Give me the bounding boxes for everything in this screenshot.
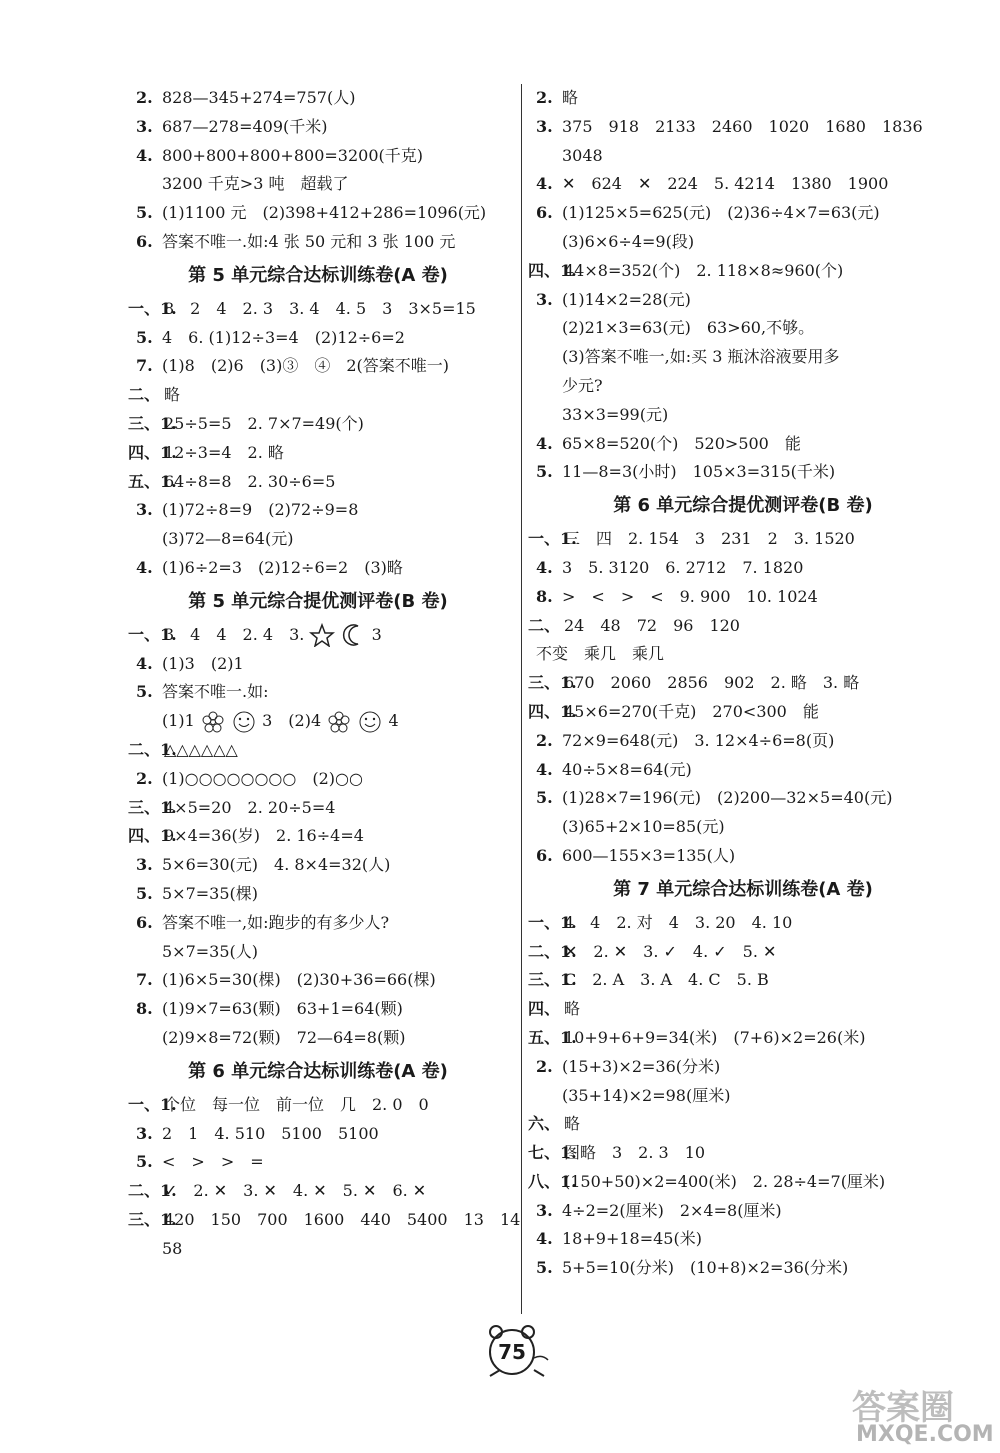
answer-text: 18+9+18=45(米) [562,1229,702,1249]
answer-line [528,1225,958,1254]
answer-line [128,468,508,497]
answer-number: 2. [536,1056,553,1076]
section-heading: 第 7 单元综合达标训练卷(A 卷) [613,878,873,900]
answer-text-mid: 3 (2)4 [262,711,322,731]
answer-line [128,170,508,199]
answer-text: 3 5. 3120 6. 2712 7. 1820 [562,557,804,577]
answer-line [128,1091,508,1120]
answer-number: 5. [136,1152,153,1172]
answer-text: 600—155×3=135(人) [562,845,736,865]
answer-number: 2. [136,768,153,788]
answer-line [528,583,958,612]
answer-line [528,756,958,785]
answer-text: △△△△△△ [164,739,238,759]
moon-icon [341,623,367,647]
answer-text-tail: 3 [371,624,382,644]
page-number: 75 [498,1340,526,1364]
answer-number: 3. [136,855,153,875]
answer-line [128,439,508,468]
answer-line [528,612,958,641]
answer-text: ✓ 2. ✕ 3. ✕ 4. ✕ 5. ✕ 6. ✕ [164,1181,427,1201]
answer-number: 3. [536,1200,553,1220]
answer-text: 420 150 700 1600 440 5400 13 14 [164,1209,521,1229]
answer-line [128,765,508,794]
watermark-cn: 答案圈 [852,1388,954,1428]
answer-line [128,496,508,525]
answer-number: 4. [536,557,553,577]
answer-line [528,228,958,257]
answer-number: 5. [536,1258,553,1278]
answer-text: 5×6=30(元) 4. 8×4=32(人) [162,855,391,875]
answer-text: 25÷5=5 2. 7×7=49(个) [164,413,364,433]
answer-text: 4×5=20 2. 20÷5=4 [164,797,336,817]
answer-text: (1)72÷8=9 (2)72÷9=8 [162,500,359,520]
answer-text: > < > < 9. 900 10. 1024 [562,586,818,606]
answer-text: 65×8=520(个) 520>500 能 [562,433,801,453]
watermark-logo [842,1378,992,1448]
answer-line [128,410,508,439]
section-heading: 第 5 单元综合达标训练卷(A 卷) [188,264,448,286]
answer-text: 略 [564,1114,581,1134]
answer-line [128,995,508,1024]
answer-line [528,1197,958,1226]
answer-number: 4. [536,759,553,779]
answer-number: 4. [536,433,553,453]
answer-text: (3)答案不唯一,如:买 3 瓶沐浴液要用多 [562,347,840,367]
answer-number: 6. [536,203,553,223]
answer-number: 2. [136,88,153,107]
answer-text: 9×4=36(岁) 2. 16÷4=4 [164,826,364,846]
answer-text: C 2. A 3. A 4. C 5. B [564,970,769,990]
answer-number: 三、1. [128,1209,177,1229]
answer-text: 375 918 2133 2460 1020 1680 1836 [562,116,923,136]
section-heading: 第 6 单元综合提优测评卷(B 卷) [613,495,873,517]
answer-number: 3. [136,116,153,136]
answer-number: 5. [536,462,553,482]
answer-text-tail: 4 [388,711,399,731]
answer-number: 6. [536,845,553,865]
answer-number: 二、1. [128,1181,177,1201]
answer-number: 三、1. [528,970,577,990]
answer-line [128,966,508,995]
answer-text: 个位 每一位 前一位 几 2. 0 0 [164,1094,429,1114]
answer-text: 5+5=10(分米) (10+8)×2=36(分米) [562,1258,849,1278]
answer-number: 5. [536,788,553,808]
answer-number: 8. [136,999,153,1019]
answer-number: 4. [136,145,153,165]
answer-text: (35+14)×2=98(厘米) [562,1085,731,1105]
answer-text: 12÷3=4 2. 略 [164,442,284,462]
answer-text: (3)72—8=64(元) [162,529,294,549]
answer-text: 828—345+274=757(人) [162,88,356,107]
answer-line [528,372,958,401]
answer-number: 五、1. [128,471,177,491]
answer-number: 六、 [528,1114,561,1134]
answer-text: (1)6÷2=3 (2)12÷6=2 (3)略 [162,557,403,577]
answer-text: 33×3=99(元) [562,404,669,424]
column-divider [521,84,522,1314]
answer-line [528,938,958,967]
answer-number: 5. [136,327,153,347]
smiley-icon [231,710,257,734]
answer-text: 略 [164,385,181,405]
answer-line [128,1235,508,1264]
answer-line [128,142,508,171]
answer-text: (1)1 [162,711,195,731]
answer-line [528,113,958,142]
answer-number: 8. [536,586,553,606]
answer-line [128,1206,521,1235]
section-heading: 第 6 单元综合达标训练卷(A 卷) [188,1060,448,1082]
answer-text: 3048 [562,145,603,165]
answer-text: (1)9×7=63(颗) 63+1=64(颗) [162,999,403,1019]
answer-number: 四、1. [528,260,577,280]
answer-line [128,909,508,938]
answer-text: 答案不唯一.如:4 张 50 元和 3 张 100 元 [162,231,456,251]
answer-text: 670 2060 2856 902 2. 略 3. 略 [564,673,860,693]
answer-number: 一、1. [128,1094,177,1114]
answer-line [528,784,958,813]
page-number-badge [482,1318,552,1388]
answer-number: 七、1. [528,1143,577,1163]
answer-number: 二、 [128,385,161,405]
answer-text: 不变 乘几 乘几 [536,644,665,664]
answer-line [528,1139,958,1168]
answer-number: 2. [536,730,553,750]
smiley-icon [357,710,383,734]
answer-line [528,458,958,487]
answer-text: 三 四 2. 154 3 231 2 3. 1520 [564,529,855,549]
answer-line [128,199,508,228]
answer-text: 3 4 4 2. 4 3. [164,624,305,644]
answer-line [128,938,508,967]
answer-text: 8 2 4 2. 3 3. 4 4. 5 3 3×5=15 [164,298,476,318]
answer-line [528,640,958,669]
answer-number: 4. [136,557,153,577]
answer-line [528,314,958,343]
answer-text: 答案不唯一.如: [162,682,269,702]
answer-line [128,880,508,909]
answer-line [128,352,508,381]
answer-number: 三、1. [528,673,577,693]
answer-line [528,170,958,199]
section-heading: 第 5 单元综合提优测评卷(B 卷) [188,590,448,612]
answer-line [528,525,958,554]
answer-number: 2. [536,88,553,107]
watermark-url: MXQE.COM [856,1422,994,1447]
answer-line [128,228,508,257]
answer-text: (1)1100 元 (2)398+412+286=1096(元) [162,203,487,223]
answer-text: (3)65+2×10=85(元) [562,817,725,837]
answer-text: 答案不唯一,如:跑步的有多少人? [162,912,390,932]
answer-text: 687—278=409(千米) [162,116,328,136]
answer-line [528,199,958,228]
answer-text: 5×7=35(人) [162,941,259,961]
answer-number: 四、 [528,999,561,1019]
flower-icon [326,710,352,734]
answer-text: 58 [162,1238,183,1258]
answer-line [128,554,508,583]
answer-line [528,669,958,698]
answer-text: 5×7=35(棵) [162,883,259,903]
answer-line [528,1082,958,1111]
right-column [528,84,958,1283]
answer-number: 一、1. [128,624,177,644]
answer-text: 少元? [562,375,603,395]
answer-number: 一、1. [528,529,577,549]
answer-text: (1)125×5=625(元) (2)36÷4×7=63(元) [562,203,880,223]
answer-number: 三、1. [128,413,177,433]
star-icon [309,623,335,647]
answer-line [528,813,958,842]
answer-text: 800+800+800+800=3200(千克) [162,145,423,165]
answer-line [128,822,508,851]
answer-text: (150+50)×2=400(米) 2. 28÷4=7(厘米) [564,1171,886,1191]
answer-number: 6. [136,912,153,932]
answer-text: < > > = [162,1152,264,1172]
answer-line [528,698,958,727]
answer-line [128,851,508,880]
answer-text: 4 4 2. 对 4 3. 20 4. 10 [564,912,793,932]
answer-text: (1)3 (2)1 [162,653,244,673]
answer-line [128,295,508,324]
answer-line [128,1120,508,1149]
answer-line [128,678,508,707]
answer-number: 4. [536,1229,553,1249]
answer-line [128,650,508,679]
answer-text: 略 [564,999,581,1019]
answer-line [528,286,958,315]
answer-text: ✕ 2. ✕ 3. ✓ 4. ✓ 5. ✕ [564,941,777,961]
answer-line [528,343,958,372]
answer-number: 一、1. [128,298,177,318]
answer-text: 40÷5×8=64(元) [562,759,692,779]
answer-line [528,842,958,871]
answer-text: (15+3)×2=36(分米) [562,1056,721,1076]
answer-number: 四、1. [528,701,577,721]
answer-number: 4. [536,174,553,194]
answer-number: 7. [136,356,153,376]
answer-number: 三、1. [128,797,177,817]
answer-text: 3200 千克>3 吨 超载了 [162,174,349,194]
answer-line [528,1053,958,1082]
answer-number: 6. [136,231,153,251]
answer-number: 一、1. [528,912,577,932]
answer-number: 3. [536,289,553,309]
answer-text: ✕ 624 ✕ 224 5. 4214 1380 1900 [562,174,889,194]
answer-line [128,1024,508,1053]
answer-line [128,381,508,410]
answer-number: 四、1. [128,442,177,462]
answer-line [128,84,508,113]
answer-line [128,324,508,353]
answer-text: 44×8=352(个) 2. 118×8≈960(个) [564,260,844,280]
answer-line [128,794,508,823]
answer-number: 7. [136,970,153,990]
answer-text: 10+9+6+9=34(米) (7+6)×2=26(米) [564,1027,866,1047]
answer-line [528,1110,958,1139]
answer-line [128,1148,508,1177]
answer-text: 4 6. (1)12÷3=4 (2)12÷6=2 [162,327,405,347]
answer-number: 5. [136,203,153,223]
answer-number: 四、1. [128,826,177,846]
answer-line [528,257,958,286]
answer-text: (3)6×6÷4=9(段) [562,231,695,251]
answer-text: 图略 3 2. 3 10 [564,1143,706,1163]
answer-line [528,966,958,995]
answer-number: 3. [536,116,553,136]
answer-text: (2)21×3=63(元) 63>60,不够。 [562,318,815,338]
answer-number: 二、1. [128,739,177,759]
answer-text: 64÷8=8 2. 30÷6=5 [164,471,336,491]
answer-number: 3. [136,500,153,520]
answer-line [128,707,508,736]
answer-text: (1)14×2=28(元) [562,289,691,309]
answer-text: 72×9=648(元) 3. 12×4÷6=8(页) [562,730,835,750]
answer-number: 二、 [528,615,561,635]
flower-icon [200,710,226,734]
answer-number: 4. [136,653,153,673]
answer-line [528,909,958,938]
answer-line [528,142,958,171]
answer-line [528,1254,958,1283]
answer-line [128,113,508,142]
answer-line [528,84,958,113]
answer-text: 11—8=3(小时) 105×3=315(千米) [562,462,836,482]
answer-text: 4÷2=2(厘米) 2×4=8(厘米) [562,1200,782,1220]
answer-line [528,430,958,459]
answer-number: 二、1. [528,941,577,961]
answer-number: 五、1. [528,1027,577,1047]
answer-line [528,401,958,430]
answer-number: 5. [136,883,153,903]
answer-text: 略 [562,88,579,107]
answer-number: 3. [136,1123,153,1143]
answer-line [528,727,958,756]
answer-text: 2 1 4. 510 5100 5100 [162,1123,379,1143]
answer-line [128,1177,508,1206]
answer-number: 八、1. [528,1171,577,1191]
answer-text: (1)○○○○○○○○ (2)○○ [162,768,363,788]
answer-text: (2)9×8=72(颗) 72—64=8(颗) [162,1027,406,1047]
answer-text: 24 48 72 96 120 [564,615,740,635]
answer-number: 5. [136,682,153,702]
answer-text: (1)6×5=30(棵) (2)30+36=66(棵) [162,970,436,990]
answer-text: (1)28×7=196(元) (2)200—32×5=40(元) [562,788,893,808]
answer-line [128,525,508,554]
answer-line [128,621,508,650]
answer-line [528,995,958,1024]
answer-line [528,554,958,583]
answer-text: 45×6=270(千克) 270<300 能 [564,701,819,721]
answer-line [528,1024,958,1053]
answer-text: (1)8 (2)6 (3)③ ④ 2(答案不唯一) [162,356,450,376]
answer-line [528,1168,958,1197]
left-column [128,84,521,1263]
answer-line [128,736,508,765]
